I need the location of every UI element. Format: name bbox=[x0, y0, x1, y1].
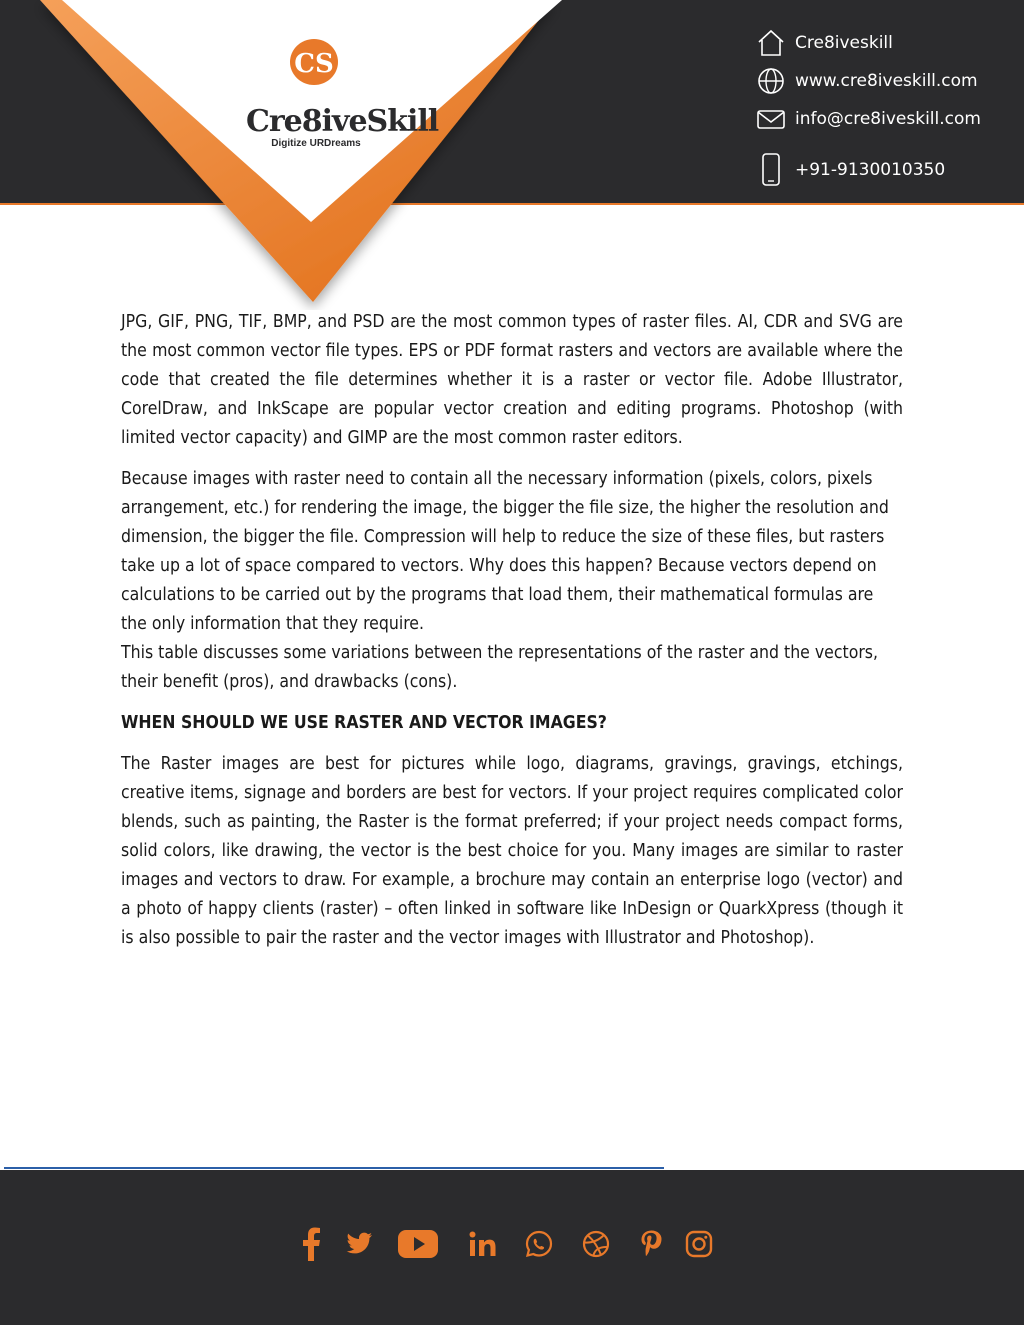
facebook-icon[interactable] bbox=[297, 1222, 325, 1266]
contact-website[interactable] bbox=[755, 63, 978, 99]
svg-text:CS: CS bbox=[294, 49, 334, 79]
twitter-icon[interactable] bbox=[344, 1222, 374, 1266]
contact-phone[interactable] bbox=[755, 152, 945, 188]
instagram-icon[interactable] bbox=[684, 1222, 714, 1266]
phone-icon bbox=[755, 154, 787, 186]
pinterest-icon[interactable] bbox=[637, 1222, 665, 1266]
contact-website-label: www.cre8iveskill.com bbox=[795, 71, 978, 91]
linkedin-icon[interactable] bbox=[468, 1222, 498, 1266]
home-icon bbox=[755, 27, 787, 59]
paragraph-file-types: JPG, GIF, PNG, TIF, BMP, and PSD are the most common types of raster files. AI, CDR and SVG are the most common vector file types. EPS or PDF format rasters and vectors are available where the code that created the file determines whether it is a raster or vector file. Adobe Illustrator, CorelDraw, and InkScape are popular vector creation and editing programs. Photoshop (with limited vector capacity) and GIMP are the most common raster editors. bbox=[121, 312, 903, 448]
footer-divider bbox=[4, 1167, 664, 1169]
contact-home-label: Cre8iveskill bbox=[795, 33, 893, 53]
globe-icon bbox=[755, 65, 787, 97]
paragraph-raster-size: Because images with raster need to contain all the necessary information (pixels, colors, pixels arrangement, etc.) for rendering the image, the bigger the file size, the higher the resolution and dimension, the bigger the file. Compression will help to reduce the size of these files, but rasters take up a lot of space compared to vectors. Why does this happen? Because vectors depend on calculations to be carried out by the programs that load them, their mathematical formulas are the only information that they require. bbox=[121, 469, 889, 634]
contact-phone-label: +91-9130010350 bbox=[795, 160, 946, 180]
paragraph-table-note: This table discusses some variations between the representations of the raster and the vectors, their benefit (pros), and drawbacks (cons). bbox=[121, 643, 878, 692]
footer-band bbox=[0, 1170, 1024, 1325]
mail-icon bbox=[755, 103, 787, 135]
section-heading: WHEN SHOULD WE USE RASTER AND VECTOR IMAGES? bbox=[121, 713, 607, 733]
contact-email-label: info@cre8iveskill.com bbox=[795, 109, 981, 129]
contact-home[interactable] bbox=[755, 25, 893, 61]
brand-tagline: Digitize URDreams bbox=[271, 138, 361, 149]
contact-email[interactable] bbox=[755, 101, 981, 137]
youtube-icon[interactable] bbox=[397, 1222, 439, 1266]
dribbble-icon[interactable] bbox=[581, 1222, 611, 1266]
brand-name: Cre8iveSkill bbox=[246, 104, 439, 139]
paragraph-when-to-use: The Raster images are best for pictures while logo, diagrams, gravings, gravings, etchings, creative items, signage and borders are best for vectors. If your project requires complicated color blends, such as painting, the Raster is the format preferred; if your project needs compact forms, solid colors, like drawing, the vector is the best choice for you. Many images are similar to raster images and vectors to draw. For example, a brochure may contain an enterprise logo (vector) and a photo of happy clients (raster) – often linked in software like InDesign or QuarkXpress (though it is also possible to pair the raster and the vector images with Illustrator and Photoshop). bbox=[121, 754, 903, 948]
whatsapp-icon[interactable] bbox=[524, 1222, 554, 1266]
cs-logo-icon bbox=[290, 39, 338, 85]
article-body bbox=[121, 308, 903, 965]
